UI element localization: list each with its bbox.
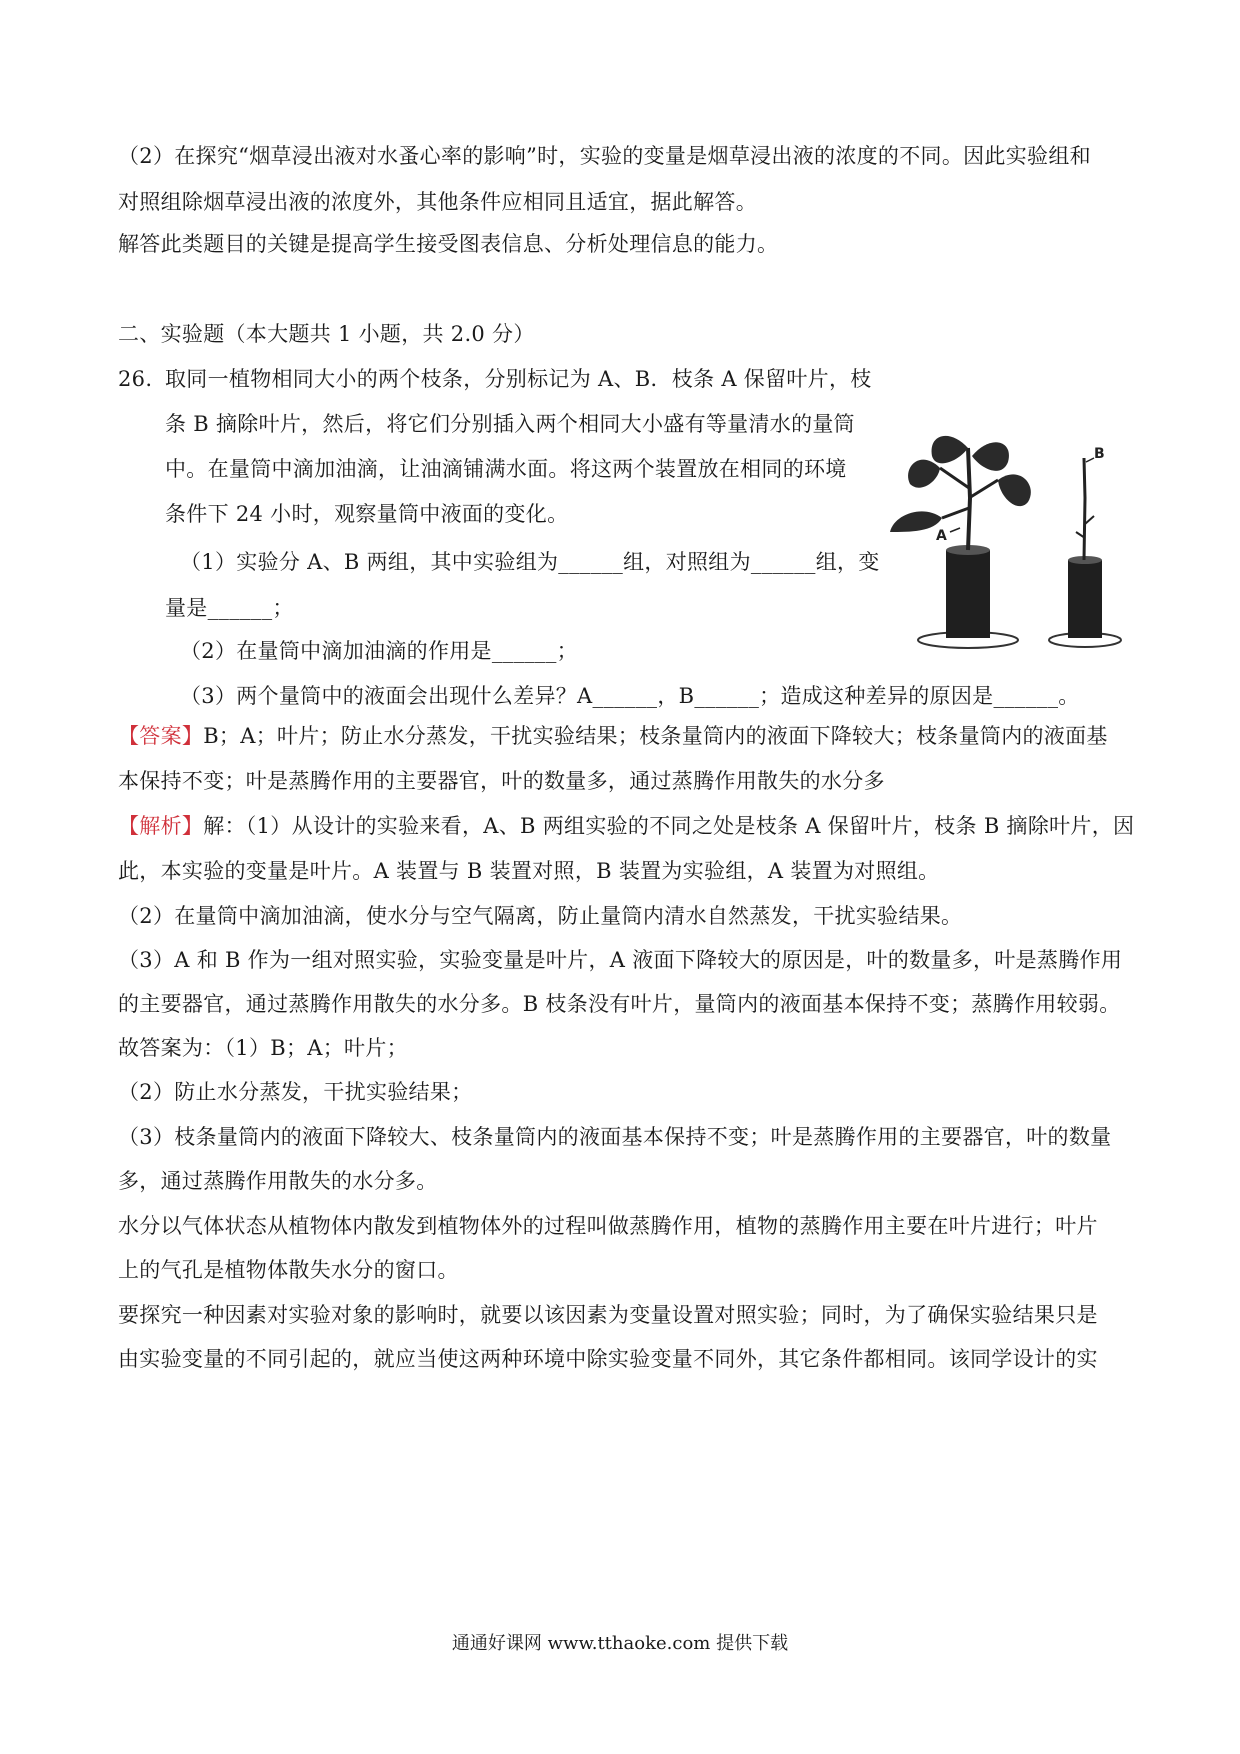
sub-question-1: （1）实验分 A、B 两组，其中实验组为______组，对照组为______组，变 xyxy=(180,550,880,574)
section-heading: 二、实验题（本大题共 1 小题，共 2.0 分） xyxy=(118,322,535,346)
analysis-text: 要探究一种因素对实验对象的影响时，就要以该因素为变量设置对照实验；同时，为了确保实验结果只是 xyxy=(118,1303,1098,1327)
text-line: （2）在探究“烟草浸出液对水蚤心率的影响”时，实验的变量是烟草浸出液的浓度的不同。因此实验组和 xyxy=(118,144,1091,168)
analysis-text: （2）在量筒中滴加油滴，使水分与空气隔离，防止量筒内清水自然蒸发，干扰实验结果。 xyxy=(118,904,963,928)
analysis-text: 由实验变量的不同引起的，就应当使这两种环境中除实验变量不同外，其它条件都相同。该同学设计的实 xyxy=(118,1347,1098,1371)
question-text: 条件下 24 小时，观察量筒中液面的变化。 xyxy=(165,502,569,526)
analysis-text: 水分以气体状态从植物体内散发到植物体外的过程叫做蒸腾作用，植物的蒸腾作用主要在叶片进行；叶片 xyxy=(118,1214,1098,1238)
analysis-text: 解：（1）从设计的实验来看，A、B 两组实验的不同之处是枝条 A 保留叶片，枝条 B 摘除叶片，因 xyxy=(203,814,1135,838)
analysis-tag: 【解析】 xyxy=(118,814,204,838)
text-line: 对照组除烟草浸出液的浓度外，其他条件应相同且适宜，据此解答。 xyxy=(118,190,757,214)
plant-experiment-drawing xyxy=(880,428,1140,668)
analysis-text: 上的气孔是植物体散失水分的窗口。 xyxy=(118,1258,459,1282)
analysis-text: 多，通过蒸腾作用散失的水分多。 xyxy=(118,1169,438,1193)
analysis-text: 此，本实验的变量是叶片。A 装置与 B 装置对照，B 装置为实验组，A 装置为对照组。 xyxy=(118,859,940,883)
analysis-text: （3）A 和 B 作为一组对照实验，实验变量是叶片，A 液面下降较大的原因是，叶的数量多，叶是蒸腾作用 xyxy=(118,948,1123,972)
answer-text: B；A；叶片；防止水分蒸发，干扰实验结果；枝条量筒内的液面下降较大；枝条量筒内的液面基 xyxy=(203,724,1108,748)
figure-label-a: A xyxy=(936,528,947,544)
sub-question-1-cont: 量是______； xyxy=(165,596,294,620)
analysis-text: 的主要器官，通过蒸腾作用散失的水分多。B 枝条没有叶片，量筒内的液面基本保持不变；蒸腾作用较弱。 xyxy=(118,992,1121,1016)
analysis-line xyxy=(118,812,1134,840)
analysis-text: 故答案为：（1）B；A；叶片； xyxy=(118,1036,408,1060)
question-text: 条 B 摘除叶片，然后，将它们分别插入两个相同大小盛有等量清水的量筒 xyxy=(165,412,855,436)
answer-line xyxy=(118,722,1108,750)
text-line: 解答此类题目的关键是提高学生接受图表信息、分析处理信息的能力。 xyxy=(118,232,779,256)
plant-experiment-figure xyxy=(880,428,1140,668)
sub-question-3: （3）两个量筒中的液面会出现什么差异？A______，B______；造成这种差异的原因是______。 xyxy=(180,684,1080,708)
question-number: 26. xyxy=(118,367,153,391)
question-text: 中。在量筒中滴加油滴，让油滴铺满水面。将这两个装置放在相同的环境 xyxy=(165,457,847,481)
answer-tag: 【答案】 xyxy=(118,724,204,748)
page-footer: 通通好课网 www.tthaoke.com 提供下载 xyxy=(451,1633,789,1654)
analysis-text: （3）枝条量筒内的液面下降较大、枝条量筒内的液面基本保持不变；叶是蒸腾作用的主要器官，叶的数量 xyxy=(118,1125,1112,1149)
question-text: 取同一植物相同大小的两个枝条，分别标记为 A、B．枝条 A 保留叶片，枝 xyxy=(165,367,872,391)
answer-text: 本保持不变；叶是蒸腾作用的主要器官，叶的数量多，通过蒸腾作用散失的水分多 xyxy=(118,769,885,793)
sub-question-2: （2）在量筒中滴加油滴的作用是______； xyxy=(180,639,578,663)
figure-label-b: B xyxy=(1094,446,1105,462)
analysis-text: （2）防止水分蒸发，干扰实验结果； xyxy=(118,1080,473,1104)
